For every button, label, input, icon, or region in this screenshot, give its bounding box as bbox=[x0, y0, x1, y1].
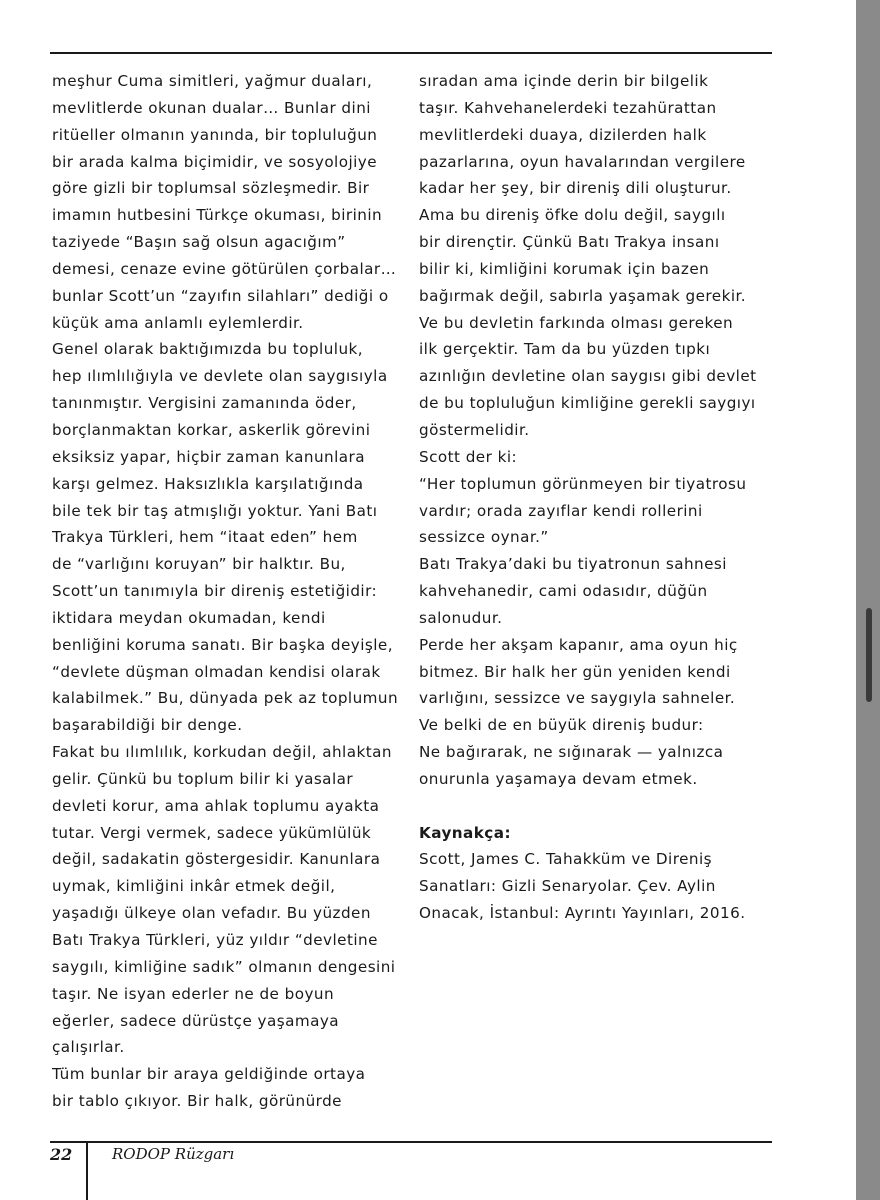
scrollbar-thumb[interactable] bbox=[866, 608, 872, 702]
text-line: vardır; orada zayıflar kendi rollerini bbox=[419, 501, 703, 520]
scrollbar-track[interactable] bbox=[856, 0, 880, 1200]
text-line: kadar her şey, bir direniş dili oluşturur. bbox=[419, 179, 732, 198]
text-line: iktidara meydan okumadan, kendi bbox=[52, 608, 326, 627]
text-line: Ve belki de en büyük direniş budur: bbox=[419, 716, 704, 735]
text-line: gelir. Çünkü bu toplum bilir ki yasalar bbox=[52, 769, 354, 788]
magazine-name: RODOP Rüzgarı bbox=[112, 1145, 235, 1163]
text-line: Batı Trakya Türkleri, yüz yıldır “devletine bbox=[52, 931, 378, 949]
article-left-column bbox=[52, 68, 397, 1115]
text-line: bir arada kalma biçimidir, ve sosyolojiye bbox=[52, 152, 378, 171]
text-line: “Her toplumun görünmeyen bir tiyatrosu bbox=[419, 474, 747, 493]
text-line: yaşadığı ülkeye olan vefadır. Bu yüzden bbox=[52, 904, 371, 923]
text-line: “devlete düşman olmadan kendisi olarak bbox=[52, 662, 381, 681]
text-line: tanınmıştır. Vergisini zamanında öder, bbox=[52, 394, 357, 413]
text-line: bağırmak değil, sabırla yaşamak gerekir. bbox=[419, 286, 747, 305]
text-line: taziyede “Başın sağ olsun agacığım” bbox=[52, 233, 346, 252]
text-line: hep ılımlılığıyla ve devlete olan saygısıyla bbox=[52, 367, 388, 386]
text-line: de bu topluluğun kimliğine gerekli saygıyı bbox=[419, 394, 756, 413]
reference-line: Scott, James C. Tahakküm ve Direniş bbox=[419, 850, 712, 869]
text-line: bile tek bir taş atmışlığı yoktur. Yani Batı bbox=[52, 501, 378, 520]
text-line: eksiksiz yapar, hiçbir zaman kanunlara bbox=[52, 447, 365, 466]
text-line: bir tablo çıkıyor. Bir halk, görünürde bbox=[52, 1092, 342, 1111]
text-line: meşhur Cuma simitleri, yağmur duaları, bbox=[52, 72, 373, 90]
text-line: çalışırlar. bbox=[52, 1038, 125, 1057]
text-line: varlığını, sessizce ve saygıyla sahneler. bbox=[419, 689, 736, 708]
text-line: başarabildiği bir denge. bbox=[52, 716, 243, 735]
text-line: bitmez. Bir halk her gün yeniden kendi bbox=[419, 662, 731, 681]
page-number: 22 bbox=[50, 1145, 73, 1164]
text-line: Trakya Türkleri, hem “itaat eden” hem bbox=[52, 528, 358, 547]
text-line: bir dirençtir. Çünkü Batı Trakya insanı bbox=[419, 233, 720, 252]
text-line: Ama bu direniş öfke dolu değil, saygılı bbox=[419, 206, 726, 225]
spacer bbox=[419, 793, 771, 820]
text-line: salonudur. bbox=[419, 608, 503, 627]
references-heading: Kaynakça: bbox=[419, 823, 511, 842]
reference-line: Onacak, İstanbul: Ayrıntı Yayınları, 2016. bbox=[419, 904, 746, 923]
text-line: karşı gelmez. Haksızlıkla karşılatığında bbox=[52, 474, 364, 493]
text-line: Perde her akşam kapanır, ama oyun hiç bbox=[419, 635, 738, 654]
text-line: devleti korur, ama ahlak toplumu ayakta bbox=[52, 796, 380, 815]
text-line: borçlanmaktan korkar, askerlik görevini bbox=[52, 420, 371, 439]
text-line: göre gizli bir toplumsal sözleşmedir. Bir bbox=[52, 179, 370, 198]
text-line: Scott’un tanımıyla bir direniş estetiğidir: bbox=[52, 582, 378, 601]
text-line: Genel olarak baktığımızda bu topluluk, bbox=[52, 340, 364, 359]
text-line: bilir ki, kimliğini korumak için bazen bbox=[419, 259, 710, 278]
footer-divider bbox=[86, 1141, 88, 1200]
text-line: Scott der ki: bbox=[419, 447, 518, 466]
top-rule bbox=[50, 52, 772, 54]
text-line: Batı Trakya’daki bu tiyatronun sahnesi bbox=[419, 555, 727, 574]
text-line: pazarlarına, oyun havalarından vergilere bbox=[419, 152, 746, 171]
article-right-column bbox=[419, 68, 771, 927]
text-line: mevlitlerde okunan dualar… Bunlar dini bbox=[52, 98, 371, 117]
text-line: onurunla yaşamaya devam etmek. bbox=[419, 769, 698, 788]
text-line: küçük ama anlamlı eylemlerdir. bbox=[52, 313, 304, 332]
text-line: uymak, kimliğini inkâr etmek değil, bbox=[52, 877, 336, 896]
text-line: benliğini koruma sanatı. Bir başka deyişle, bbox=[52, 635, 393, 654]
text-line: ritüeller olmanın yanında, bir topluluğun bbox=[52, 125, 378, 144]
text-line: bunlar Scott’un “zayıfın silahları” dediği o bbox=[52, 286, 389, 305]
text-line: taşır. Kahvehanelerdeki tezahürattan bbox=[419, 98, 717, 117]
text-line: kahvehanedir, cami odasıdır, düğün bbox=[419, 582, 708, 601]
text-line: kalabilmek.” Bu, dünyada pek az toplumun bbox=[52, 689, 399, 708]
text-line: eğerler, sadece dürüstçe yaşamaya bbox=[52, 1011, 340, 1030]
reference-line: Sanatları: Gizli Senaryolar. Çev. Aylin bbox=[419, 877, 716, 896]
footer-rule bbox=[50, 1141, 772, 1143]
text-line: azınlığın devletine olan saygısı gibi devlet bbox=[419, 367, 757, 386]
text-line: Tüm bunlar bir araya geldiğinde ortaya bbox=[52, 1065, 366, 1084]
text-line: Ve bu devletin farkında olması gereken bbox=[419, 313, 734, 332]
text-line: saygılı, kimliğine sadık” olmanın dengesini bbox=[52, 957, 396, 976]
text-line: de “varlığını koruyan” bir halktır. Bu, bbox=[52, 555, 346, 574]
text-line: değil, sadakatin göstergesidir. Kanunlara bbox=[52, 850, 381, 869]
text-line: Ne bağırarak, ne sığınarak — yalnızca bbox=[419, 743, 724, 762]
references-list bbox=[419, 846, 771, 927]
text-line: göstermelidir. bbox=[419, 420, 530, 439]
text-line: tutar. Vergi vermek, sadece yükümlülük bbox=[52, 823, 372, 842]
text-line: sıradan ama içinde derin bir bilgelik bbox=[419, 72, 709, 90]
text-line: sessizce oynar.” bbox=[419, 528, 549, 547]
text-line: Fakat bu ılımlılık, korkudan değil, ahlaktan bbox=[52, 743, 392, 762]
text-line: taşır. Ne isyan ederler ne de boyun bbox=[52, 984, 335, 1003]
text-line: imamın hutbesini Türkçe okuması, birinin bbox=[52, 206, 383, 225]
text-line: ilk gerçektir. Tam da bu yüzden tıpkı bbox=[419, 340, 711, 359]
right-column-body bbox=[419, 68, 771, 793]
text-line: demesi, cenaze evine götürülen çorbalar… bbox=[52, 259, 397, 278]
text-line: mevlitlerdeki duaya, dizilerden halk bbox=[419, 125, 707, 144]
